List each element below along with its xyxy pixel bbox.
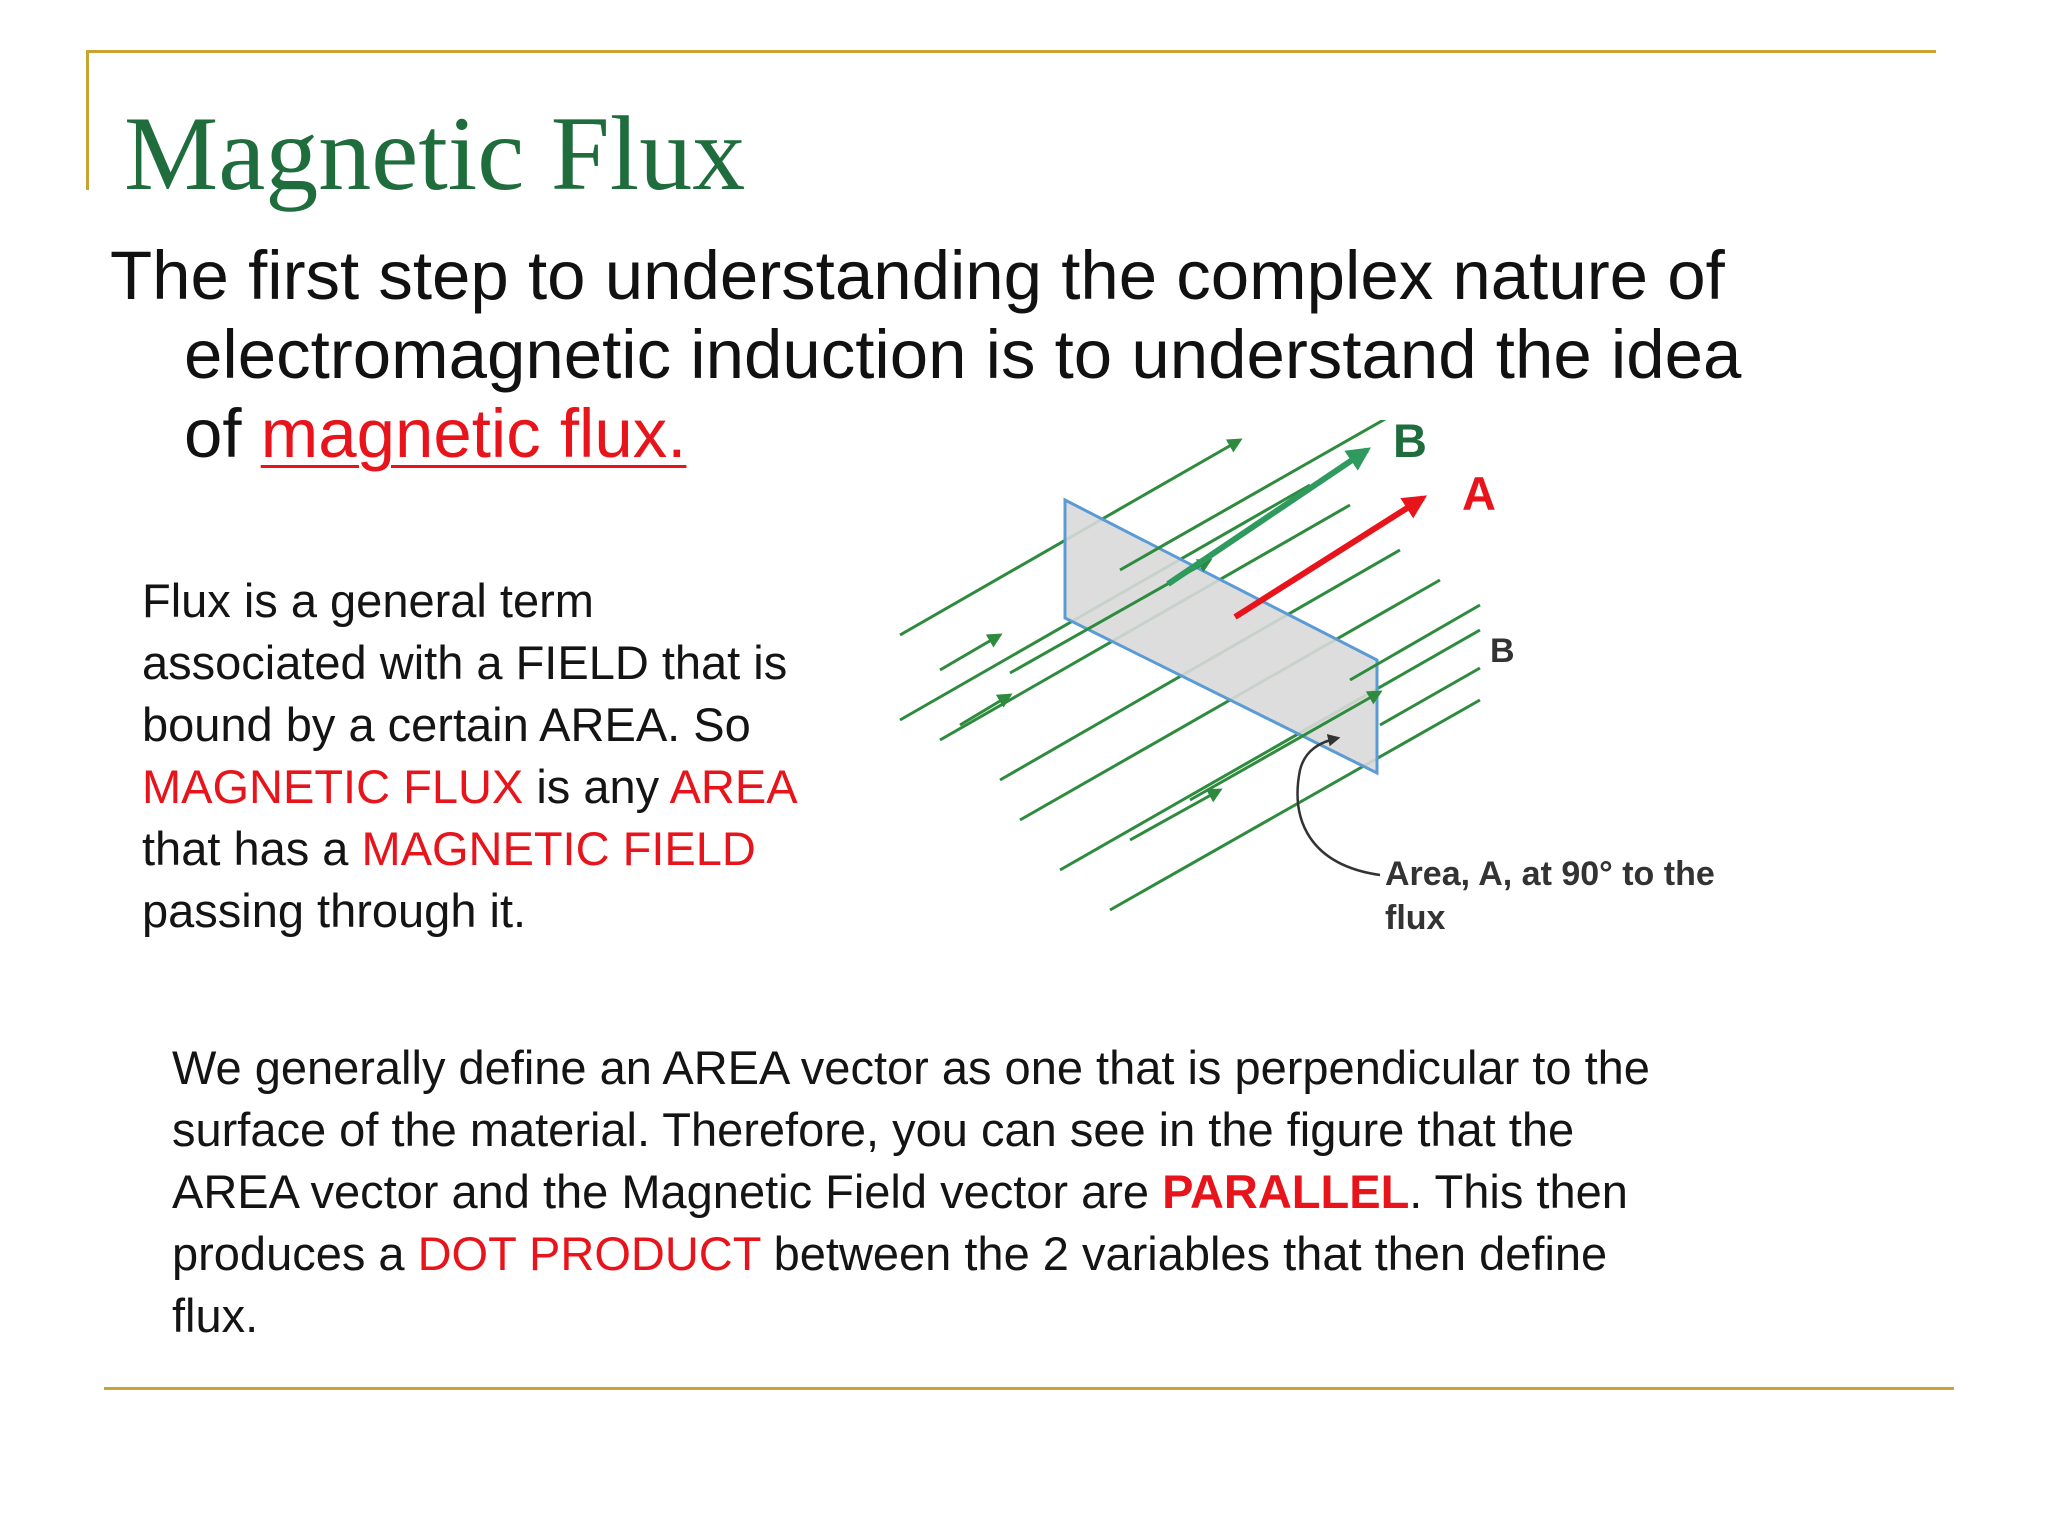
b-field-label: B (1490, 632, 1515, 670)
intro-line-1: The first step to understanding the complex nature of (110, 237, 1725, 314)
flux-line-1: Flux is a general term (142, 574, 594, 627)
magnetic-flux-link[interactable]: magnetic flux. (260, 395, 687, 472)
bottom-line-3-prefix: AREA vector and the Magnetic Field vector are (172, 1165, 1163, 1218)
caption-line-2: flux (1385, 899, 1446, 937)
flux-line-2: associated with a FIELD that is (142, 636, 788, 689)
flux-line-4 (142, 756, 882, 818)
magnetic-field-term: MAGNETIC FIELD (361, 822, 756, 875)
area-vector-paragraph (172, 1037, 1872, 1347)
flux-line-3: bound by a certain AREA. So (142, 698, 751, 751)
dot-product-term: DOT PRODUCT (417, 1227, 761, 1280)
field-line (940, 635, 1000, 670)
magnetic-flux-term: MAGNETIC FLUX (142, 760, 524, 813)
figure-caption (1385, 852, 1805, 940)
caption-line-1: Area, A, at 90° to the (1385, 855, 1715, 893)
intro-line-2: electromagnetic induction is to understand the idea (184, 316, 1742, 393)
bottom-line-4-prefix: produces a (172, 1227, 418, 1280)
b-vector-arrow (1168, 450, 1367, 584)
slide-title: Magnetic Flux (124, 95, 746, 212)
bottom-line-4 (172, 1223, 1872, 1285)
parallel-term: PARALLEL (1162, 1165, 1410, 1218)
bottom-line-5: flux. (172, 1289, 259, 1342)
bottom-line-4-suffix: between the 2 variables that then define (760, 1227, 1608, 1280)
field-line (1380, 668, 1480, 725)
flux-line-6: passing through it. (142, 884, 527, 937)
left-rule (86, 50, 89, 190)
bottom-line-3-suffix: . This then (1409, 1165, 1628, 1218)
field-line (1130, 790, 1220, 840)
flux-definition-paragraph (142, 570, 882, 942)
flux-line-5 (142, 818, 882, 880)
bottom-line-2: surface of the material. Therefore, you can see in the figure that the (172, 1103, 1575, 1156)
bottom-rule (104, 1387, 1954, 1390)
top-rule (86, 50, 1936, 53)
flux-line-4-mid: is any (523, 760, 670, 813)
area-term: AREA (669, 760, 798, 813)
field-line (960, 695, 1010, 725)
intro-line-3-prefix: of (184, 395, 261, 472)
a-vector-label: A (1462, 467, 1496, 520)
bottom-line-3 (172, 1161, 1872, 1223)
bottom-line-1: We generally define an AREA vector as one that is perpendicular to the (172, 1041, 1650, 1094)
flux-line-5-prefix: that has a (142, 822, 362, 875)
b-vector-label: B (1393, 414, 1427, 467)
